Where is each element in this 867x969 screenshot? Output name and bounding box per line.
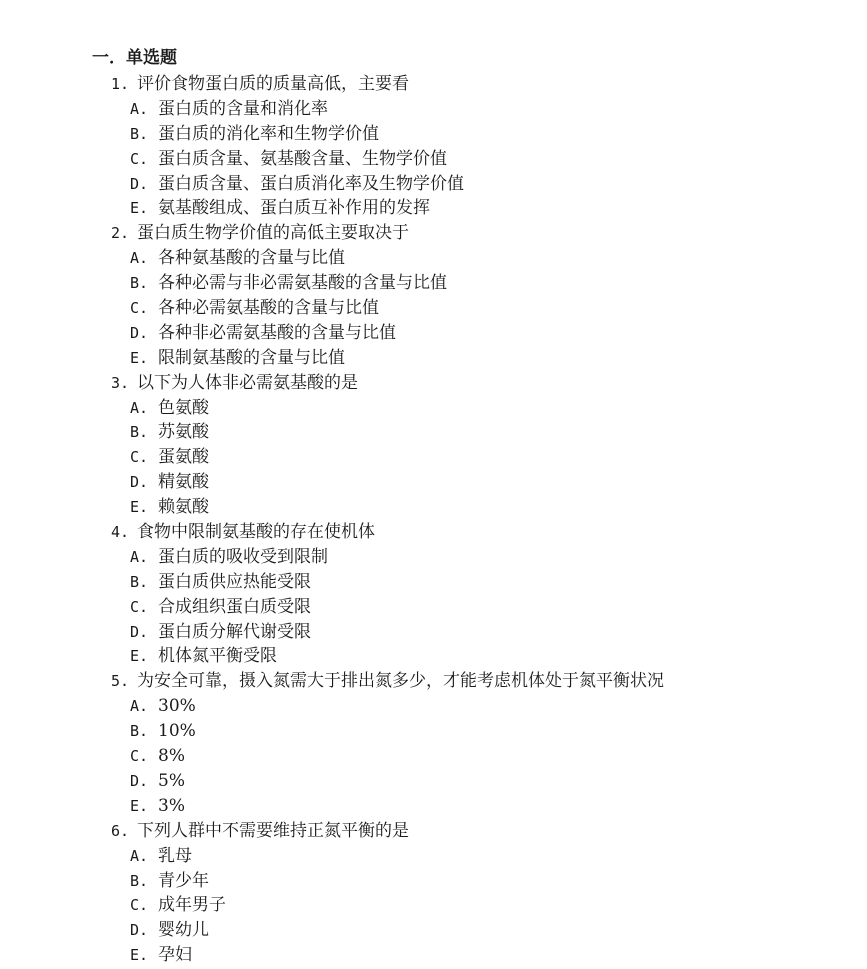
answer-option <box>0 570 867 595</box>
option-text: 蛋白质的消化率和生物学价值 <box>158 123 379 144</box>
answer-option <box>0 346 867 371</box>
option-letter: A. <box>130 398 149 417</box>
option-text: 孕妇 <box>158 945 192 966</box>
question-stem <box>0 669 867 694</box>
option-text: 蛋白质供应热能受限 <box>158 571 311 592</box>
answer-option <box>0 620 867 645</box>
question-number: 1. <box>111 75 130 93</box>
option-text: 氨基酸组成、蛋白质互补作用的发挥 <box>158 198 430 219</box>
answer-option <box>0 719 867 744</box>
option-text: 成年男子 <box>158 895 226 916</box>
answer-option <box>0 147 867 172</box>
answer-option <box>0 869 867 894</box>
option-letter: C. <box>130 597 149 616</box>
option-letter: B. <box>130 572 149 591</box>
answer-option <box>0 420 867 445</box>
question-stem <box>0 221 867 246</box>
answer-option <box>0 246 867 271</box>
option-letter: D. <box>130 473 149 492</box>
option-text: 8% <box>158 746 185 767</box>
answer-option <box>0 769 867 794</box>
answer-option <box>0 943 867 968</box>
question-stem <box>0 72 867 97</box>
answer-option <box>0 97 867 122</box>
question-text: 为安全可靠，摄入氮需大于排出氮多少，才能考虑机体处于氮平衡状况 <box>137 671 664 692</box>
answer-option <box>0 495 867 520</box>
option-text: 婴幼儿 <box>158 920 209 941</box>
answer-option <box>0 545 867 570</box>
answer-option <box>0 844 867 869</box>
answer-option <box>0 296 867 321</box>
answer-option <box>0 744 867 769</box>
answer-option <box>0 644 867 669</box>
option-text: 5% <box>158 770 185 791</box>
option-letter: B. <box>130 871 149 890</box>
option-text: 蛋白质的吸收受到限制 <box>158 546 328 567</box>
answer-option <box>0 196 867 221</box>
option-text: 合成组织蛋白质受限 <box>158 596 311 617</box>
answer-option <box>0 470 867 495</box>
option-letter: A. <box>130 846 149 865</box>
option-text: 蛋白质含量、蛋白质消化率及生物学价值 <box>158 173 464 194</box>
answer-option <box>0 321 867 346</box>
option-letter: B. <box>130 124 149 143</box>
option-letter: C. <box>130 299 149 318</box>
option-letter: A. <box>130 547 149 566</box>
option-text: 各种氨基酸的含量与比值 <box>158 248 345 269</box>
answer-option <box>0 694 867 719</box>
question-stem <box>0 520 867 545</box>
option-text: 色氨酸 <box>158 397 209 418</box>
section-title: 一．单选题 <box>92 48 177 68</box>
option-text: 10% <box>158 721 196 742</box>
answer-option <box>0 794 867 819</box>
option-text: 蛋氨酸 <box>158 447 209 468</box>
option-letter: C. <box>130 149 149 168</box>
option-letter: D. <box>130 622 149 641</box>
option-letter: C. <box>130 896 149 915</box>
option-letter: E. <box>130 199 149 218</box>
question-number: 2. <box>111 224 130 243</box>
option-text: 限制氨基酸的含量与比值 <box>158 347 345 368</box>
option-text: 精氨酸 <box>158 472 209 493</box>
question-stem <box>0 371 867 396</box>
option-letter: D. <box>130 323 149 342</box>
question-text: 以下为人体非必需氨基酸的是 <box>137 372 358 393</box>
answer-option <box>0 172 867 197</box>
option-text: 机体氮平衡受限 <box>158 646 277 667</box>
question-number: 4. <box>111 523 130 542</box>
option-letter: E. <box>130 946 149 965</box>
answer-option <box>0 396 867 421</box>
answer-option <box>0 893 867 918</box>
answer-option <box>0 271 867 296</box>
option-text: 各种必需与非必需氨基酸的含量与比值 <box>158 273 447 294</box>
option-text: 蛋白质的含量和消化率 <box>158 98 328 119</box>
option-letter: B. <box>130 274 149 293</box>
option-letter: A. <box>130 99 149 118</box>
question-stem <box>0 819 867 844</box>
option-text: 蛋白质分解代谢受限 <box>158 621 311 642</box>
option-letter: D. <box>130 174 149 193</box>
option-text: 蛋白质含量、氨基酸含量、生物学价值 <box>158 148 447 169</box>
question-text: 食物中限制氨基酸的存在使机体 <box>137 522 375 543</box>
option-text: 30% <box>158 696 196 717</box>
question-text: 下列人群中不需要维持正氮平衡的是 <box>137 820 409 841</box>
option-letter: B. <box>130 423 149 442</box>
option-letter: C. <box>130 448 149 467</box>
option-text: 乳母 <box>158 845 192 866</box>
option-letter: D. <box>130 921 149 940</box>
question-list <box>0 72 867 968</box>
option-letter: B. <box>130 722 149 741</box>
option-letter: A. <box>130 249 149 268</box>
option-text: 3% <box>158 795 185 816</box>
option-letter: E. <box>130 348 149 367</box>
question-text: 蛋白质生物学价值的高低主要取决于 <box>137 223 409 244</box>
option-text: 各种非必需氨基酸的含量与比值 <box>158 322 396 343</box>
answer-option <box>0 445 867 470</box>
option-text: 苏氨酸 <box>158 422 209 443</box>
option-letter: C. <box>130 747 149 766</box>
answer-option <box>0 122 867 147</box>
option-letter: D. <box>130 771 149 790</box>
option-letter: E. <box>130 498 149 517</box>
option-letter: A. <box>130 697 149 716</box>
answer-option <box>0 918 867 943</box>
option-letter: E. <box>130 796 149 815</box>
answer-option <box>0 595 867 620</box>
question-number: 6. <box>111 821 130 840</box>
option-text: 青少年 <box>158 870 209 891</box>
question-text: 评价食物蛋白质的质量高低，主要看 <box>137 74 409 94</box>
option-text: 各种必需氨基酸的含量与比值 <box>158 298 379 319</box>
question-number: 3. <box>111 373 130 392</box>
question-number: 5. <box>111 672 130 691</box>
option-text: 赖氨酸 <box>158 497 209 518</box>
option-letter: E. <box>130 647 149 666</box>
